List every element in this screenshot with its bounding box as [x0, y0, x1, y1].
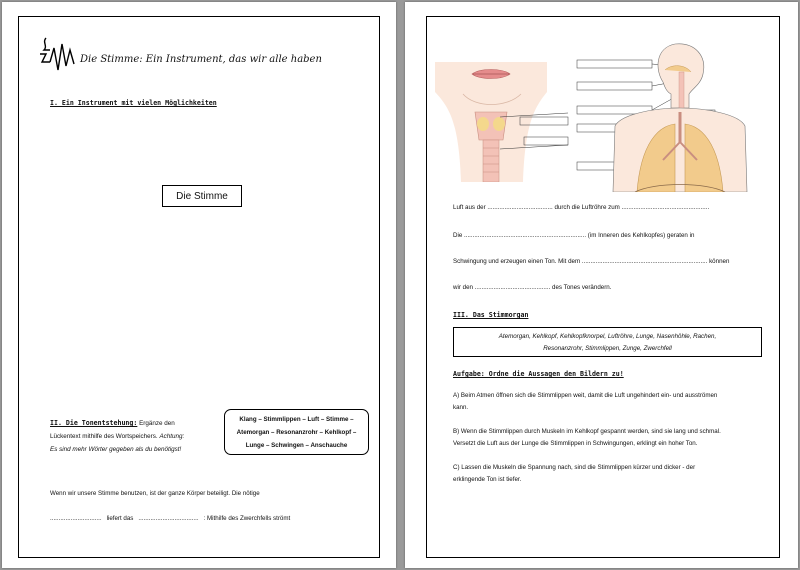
die-stimme-label: Die Stimme	[176, 190, 228, 202]
section-2-line2: Lückentext mithilfe des Wortspeichers.	[50, 433, 158, 440]
organ-word-box	[453, 327, 762, 357]
section-2-heading: II. Die Tonentstehung:	[50, 419, 138, 427]
statement-a	[453, 390, 717, 414]
section-2-intro	[50, 417, 225, 456]
cloze-line-5: Schwingung und erzeugen einen Ton. Mit dem ......................................................................... können	[453, 258, 730, 265]
respiratory-system-illustration	[575, 42, 755, 192]
word-bank-line: Lunge – Schwingen – Anschauche	[245, 442, 348, 449]
worksheet-page-1	[2, 2, 396, 568]
organ-list-line: Atemorgan, Kehlkopf, Kehlkopfknorpel, Luftröhre, Lunge, Nasenhöhle, Rachen,	[498, 333, 717, 340]
task-heading: Aufgabe: Ordne die Aussagen den Bildern zu!	[453, 370, 624, 378]
statement-text: erklingende Ton ist tiefer.	[453, 476, 522, 483]
cloze-text: : Mithilfe des Zwerchfells strömt	[203, 515, 291, 522]
cloze-line-2	[50, 515, 360, 522]
worksheet-title: Die Stimme: Ein Instrument, das wir alle haben	[80, 54, 322, 65]
word-bank-line: Klang – Stimmlippen – Luft – Stimme –	[239, 416, 354, 423]
statement-text: Versetzt die Luft aus der Lunge die Stimmlippen in Schwingungen, erklingt ein hoher Ton.	[453, 440, 698, 447]
cloze-line-3: Luft aus der ...................................... durch die Luftröhre zum ...................................................	[453, 204, 710, 211]
statement-text: A) Beim Atmen öffnen sich die Stimmlippen weit, damit die Luft ungehindert ein- und ausströmen	[453, 392, 718, 399]
die-stimme-box	[162, 185, 242, 207]
statement-text: C) Lassen die Muskeln die Spannung nach, sind die Stimmlippen kürzer und dicker - der	[453, 464, 696, 471]
cloze-line-1: Wenn wir unsere Stimme benutzen, ist der ganze Körper beteiligt. Die nötige	[50, 490, 260, 497]
larynx-label-lines	[500, 107, 570, 157]
cloze-line-6: wir den ............................................ des Tones verändern.	[453, 284, 612, 291]
hint-text: Es sind mehr Wörter gegeben als du benötigst!	[50, 446, 182, 453]
blank[interactable]: ..............................	[50, 515, 102, 522]
word-bank-line: Atemorgan – Resonanzrohr – Kehlkopf –	[236, 429, 357, 436]
section-2-text: Ergänze den	[139, 420, 175, 427]
statement-text: kann.	[453, 404, 469, 411]
section-3-heading: III. Das Stimmorgan	[453, 311, 529, 319]
word-bank-box	[224, 409, 369, 455]
statement-c	[453, 462, 695, 486]
blank[interactable]: ...................................	[138, 515, 199, 522]
voice-waveform-logo	[36, 36, 80, 76]
hint-label: Achtung:	[159, 433, 185, 440]
section-1-heading: I. Ein Instrument mit vielen Möglichkeiten	[50, 99, 217, 107]
statement-text: B) Wenn die Stimmlippen durch Muskeln im Kehlkopf gespannt werden, sind sie lang und schmal.	[453, 428, 721, 435]
cloze-text: liefert das	[106, 515, 134, 522]
cloze-line-4: Die ....................................................................... (im Inneren des Kehlkopfes) geraten in	[453, 232, 695, 239]
page-border	[18, 16, 380, 558]
worksheet-page-2	[405, 2, 798, 568]
statement-b	[453, 426, 721, 450]
organ-list-line: Resonanzrohr, Stimmlippen, Zunge, Zwerchfell	[543, 345, 672, 352]
